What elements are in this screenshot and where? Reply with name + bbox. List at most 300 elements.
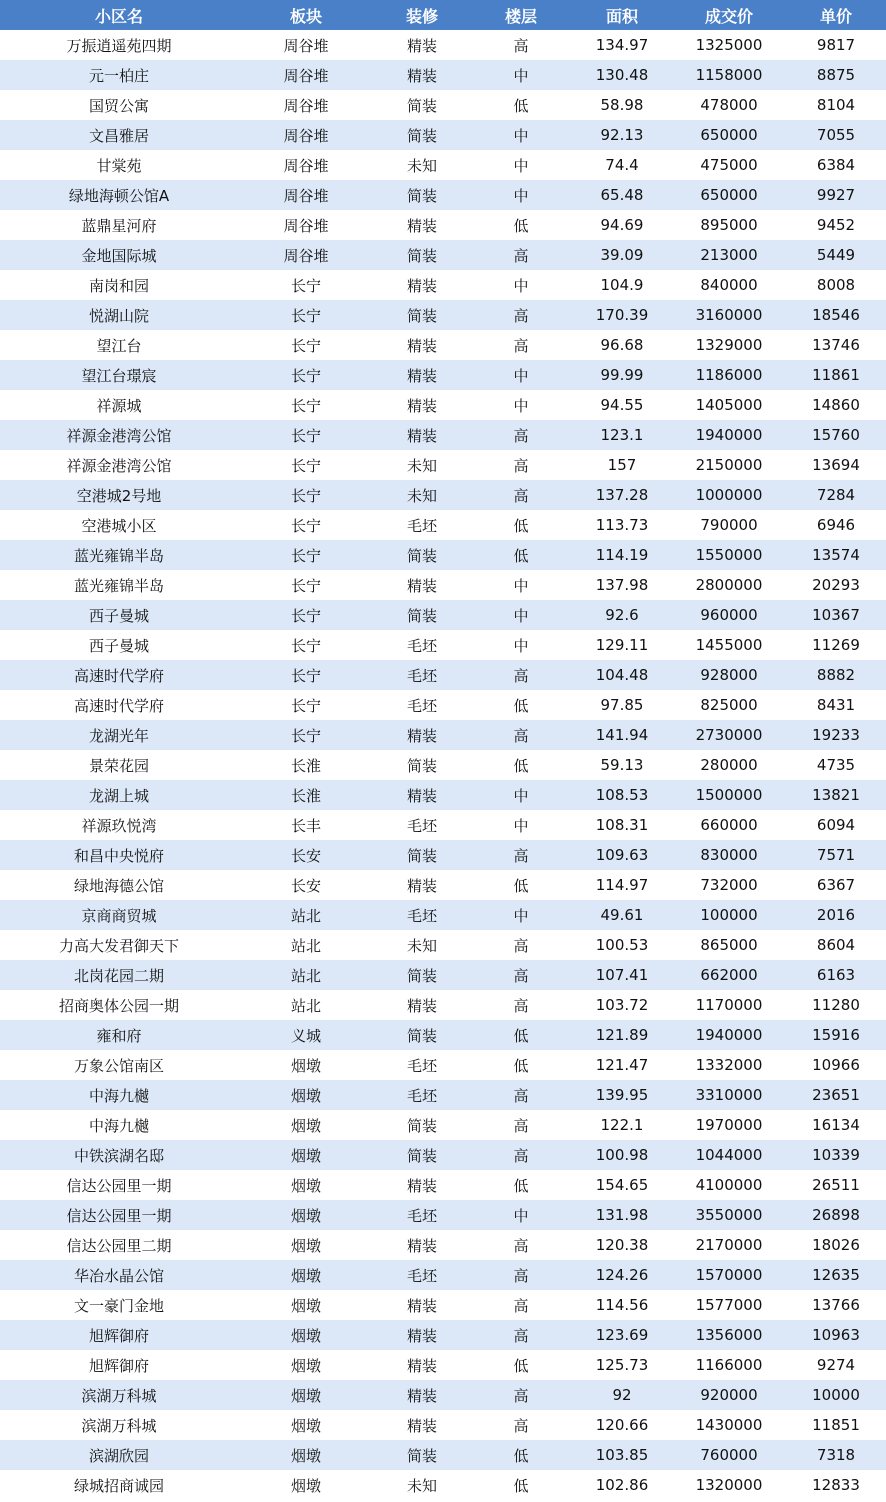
cell-district: 义城 [290,1026,321,1045]
table-row [0,450,886,480]
cell-unit-price: 11269 [812,636,860,654]
cell-deal-price: 1500000 [695,786,763,804]
table-row [0,1200,886,1230]
cell-decoration: 简装 [406,546,437,565]
cell-unit-price: 10966 [812,1056,860,1074]
header-community-name: 小区名 [94,6,143,26]
cell-decoration: 精装 [406,1176,437,1195]
cell-area: 139.95 [595,1086,649,1104]
cell-district: 周谷堆 [283,186,329,205]
table-row [0,870,886,900]
cell-unit-price: 10367 [812,606,860,624]
cell-area: 170.39 [595,306,649,324]
cell-deal-price: 865000 [700,936,758,954]
cell-community-name: 万振逍遥苑四期 [66,36,172,55]
table-row [0,120,886,150]
cell-floor: 中 [513,66,529,85]
cell-area: 102.86 [595,1476,649,1494]
cell-deal-price: 3550000 [695,1206,763,1224]
cell-community-name: 祥源城 [96,396,142,415]
cell-community-name: 祥源金港湾公馆 [66,426,172,445]
table-row [0,750,886,780]
cell-decoration: 简装 [406,96,437,115]
cell-deal-price: 1325000 [695,36,763,54]
cell-floor: 中 [513,606,529,625]
cell-decoration: 简装 [406,606,437,625]
table-row [0,420,886,450]
table-row [0,1170,886,1200]
cell-community-name: 西子曼城 [88,606,149,625]
cell-floor: 高 [513,996,529,1015]
cell-floor: 高 [513,1416,529,1435]
cell-unit-price: 16134 [812,1116,860,1134]
cell-decoration: 简装 [406,1116,437,1135]
cell-community-name: 望江台璟宸 [81,366,157,385]
cell-deal-price: 1044000 [695,1146,763,1164]
cell-area: 137.98 [595,576,649,594]
cell-district: 长宁 [290,666,321,685]
cell-unit-price: 26511 [812,1176,860,1194]
cell-decoration: 精装 [406,996,437,1015]
cell-area: 104.9 [600,276,644,294]
cell-decoration: 精装 [406,1296,437,1315]
cell-district: 烟墩 [290,1446,321,1465]
cell-unit-price: 5449 [816,246,856,264]
cell-district: 周谷堆 [283,66,329,85]
cell-decoration: 精装 [406,396,437,415]
cell-floor: 高 [513,666,529,685]
cell-community-name: 国贸公寓 [88,96,149,115]
cell-district: 周谷堆 [283,96,329,115]
cell-community-name: 中铁滨湖名邸 [73,1146,164,1165]
cell-community-name: 金地国际城 [81,246,157,265]
cell-area: 100.98 [595,1146,649,1164]
cell-community-name: 万象公馆南区 [73,1056,164,1075]
cell-area: 92.6 [605,606,639,624]
cell-district: 烟墩 [290,1146,321,1165]
cell-community-name: 力高大发君御天下 [58,936,179,955]
cell-community-name: 滨湖欣园 [88,1446,149,1465]
cell-decoration: 未知 [406,1476,437,1495]
header-unit-price: 单价 [819,6,852,26]
table-row [0,90,886,120]
cell-area: 121.89 [595,1026,649,1044]
cell-district: 长淮 [290,756,321,775]
cell-unit-price: 11280 [812,996,860,1014]
cell-community-name: 文昌雅居 [88,126,149,145]
cell-district: 烟墩 [290,1116,321,1135]
table-row [0,1410,886,1440]
cell-decoration: 毛坯 [406,1206,437,1225]
cell-unit-price: 18026 [812,1236,860,1254]
cell-unit-price: 11861 [812,366,860,384]
cell-deal-price: 1550000 [695,546,763,564]
cell-community-name: 甘棠苑 [96,156,142,175]
cell-area: 39.09 [600,246,644,264]
cell-area: 123.1 [600,426,644,444]
cell-area: 114.19 [595,546,649,564]
cell-unit-price: 12635 [812,1266,860,1284]
cell-floor: 高 [513,1386,529,1405]
cell-community-name: 悦湖山院 [88,306,149,325]
cell-decoration: 毛坯 [406,816,437,835]
cell-unit-price: 9452 [816,216,856,234]
table-row [0,60,886,90]
cell-unit-price: 19233 [812,726,860,744]
cell-floor: 高 [513,1296,529,1315]
cell-district: 长宁 [290,276,321,295]
cell-area: 65.48 [600,186,644,204]
cell-decoration: 毛坯 [406,1056,437,1075]
cell-deal-price: 825000 [700,696,758,714]
table-row [0,960,886,990]
cell-district: 长宁 [290,486,321,505]
table-row [0,1230,886,1260]
cell-district: 长宁 [290,696,321,715]
cell-area: 97.85 [600,696,644,714]
cell-deal-price: 1577000 [695,1296,763,1314]
cell-community-name: 旭辉御府 [88,1326,149,1345]
cell-unit-price: 10000 [812,1386,860,1404]
cell-community-name: 空港城2号地 [76,486,162,505]
table-row [0,1350,886,1380]
table-row [0,210,886,240]
cell-unit-price: 4735 [816,756,856,774]
cell-decoration: 简装 [406,186,437,205]
cell-unit-price: 12833 [812,1476,860,1494]
cell-area: 92 [612,1386,632,1404]
cell-community-name: 文一豪门金地 [73,1296,164,1315]
header-deal-price: 成交价 [704,6,753,26]
cell-deal-price: 960000 [700,606,758,624]
cell-community-name: 高速时代学府 [73,666,164,685]
table-row [0,600,886,630]
cell-unit-price: 15916 [812,1026,860,1044]
cell-district: 烟墩 [290,1326,321,1345]
cell-floor: 中 [513,156,529,175]
cell-district: 站北 [290,966,321,985]
cell-floor: 低 [513,1026,529,1045]
cell-deal-price: 1405000 [695,396,763,414]
table-row [0,1050,886,1080]
cell-unit-price: 13574 [812,546,860,564]
cell-decoration: 未知 [406,936,437,955]
cell-area: 137.28 [595,486,649,504]
cell-community-name: 滨湖万科城 [81,1416,157,1435]
cell-district: 烟墩 [290,1416,321,1435]
cell-deal-price: 2150000 [695,456,763,474]
cell-district: 周谷堆 [283,156,329,175]
cell-floor: 中 [513,576,529,595]
cell-decoration: 精装 [406,1326,437,1345]
cell-floor: 中 [513,396,529,415]
cell-community-name: 信达公园里一期 [66,1206,172,1225]
cell-decoration: 毛坯 [406,636,437,655]
cell-decoration: 精装 [406,36,437,55]
cell-unit-price: 13694 [812,456,860,474]
cell-area: 121.47 [595,1056,649,1074]
cell-district: 烟墩 [290,1386,321,1405]
cell-deal-price: 280000 [700,756,758,774]
cell-floor: 中 [513,276,529,295]
cell-area: 108.53 [595,786,649,804]
cell-unit-price: 7055 [816,126,856,144]
table-row [0,780,886,810]
header-area: 面积 [605,6,638,26]
cell-floor: 中 [513,816,529,835]
cell-deal-price: 2170000 [695,1236,763,1254]
cell-unit-price: 6946 [816,516,856,534]
cell-district: 长淮 [290,786,321,805]
cell-district: 长宁 [290,426,321,445]
cell-floor: 中 [513,636,529,655]
cell-floor: 高 [513,1266,529,1285]
cell-floor: 低 [513,546,529,565]
cell-area: 114.56 [595,1296,649,1314]
cell-unit-price: 8104 [816,96,856,114]
cell-floor: 低 [513,1476,529,1495]
cell-community-name: 滨湖万科城 [81,1386,157,1405]
cell-community-name: 祥源玖悦湾 [81,816,157,835]
cell-unit-price: 8875 [816,66,856,84]
cell-floor: 中 [513,786,529,805]
cell-unit-price: 6163 [816,966,856,984]
cell-deal-price: 928000 [700,666,758,684]
cell-unit-price: 11851 [812,1416,860,1434]
table-row [0,570,886,600]
cell-unit-price: 6384 [816,156,856,174]
cell-floor: 高 [513,456,529,475]
cell-district: 站北 [290,906,321,925]
cell-decoration: 精装 [406,426,437,445]
cell-floor: 高 [513,846,529,865]
cell-floor: 中 [513,366,529,385]
table-row [0,510,886,540]
cell-floor: 低 [513,516,529,535]
cell-deal-price: 3310000 [695,1086,763,1104]
cell-district: 长宁 [290,396,321,415]
cell-community-name: 信达公园里一期 [66,1176,172,1195]
cell-decoration: 毛坯 [406,906,437,925]
table-row [0,930,886,960]
cell-decoration: 精装 [406,216,437,235]
cell-community-name: 空港城小区 [81,516,157,535]
cell-decoration: 简装 [406,126,437,145]
cell-district: 烟墩 [290,1176,321,1195]
cell-deal-price: 1940000 [695,426,763,444]
cell-area: 49.61 [600,906,644,924]
cell-decoration: 毛坯 [406,516,437,535]
cell-deal-price: 1332000 [695,1056,763,1074]
cell-floor: 中 [513,906,529,925]
cell-community-name: 景荣花园 [88,756,149,775]
cell-floor: 低 [513,876,529,895]
cell-decoration: 未知 [406,486,437,505]
cell-decoration: 未知 [406,456,437,475]
cell-area: 92.13 [600,126,644,144]
cell-deal-price: 1455000 [695,636,763,654]
table-row [0,330,886,360]
cell-decoration: 精装 [406,1236,437,1255]
cell-decoration: 毛坯 [406,666,437,685]
cell-district: 周谷堆 [283,126,329,145]
cell-community-name: 祥源金港湾公馆 [66,456,172,475]
cell-decoration: 简装 [406,306,437,325]
cell-deal-price: 1430000 [695,1416,763,1434]
cell-community-name: 望江台 [96,336,142,355]
table-row [0,1080,886,1110]
table-row [0,480,886,510]
cell-area: 122.1 [600,1116,644,1134]
table-row [0,1020,886,1050]
cell-floor: 低 [513,756,529,775]
cell-floor: 高 [513,1116,529,1135]
table-row [0,990,886,1020]
cell-decoration: 精装 [406,366,437,385]
table-row [0,180,886,210]
cell-unit-price: 2016 [816,906,856,924]
cell-community-name: 蓝光雍锦半岛 [73,576,164,595]
cell-community-name: 南岗和园 [88,276,149,295]
cell-deal-price: 1970000 [695,1116,763,1134]
table-row [0,720,886,750]
table-row [0,360,886,390]
cell-deal-price: 478000 [700,96,758,114]
header-decoration: 装修 [405,6,438,26]
cell-decoration: 精装 [406,336,437,355]
cell-district: 长安 [290,846,321,865]
cell-floor: 低 [513,96,529,115]
table-row [0,150,886,180]
table-row [0,540,886,570]
cell-area: 134.97 [595,36,649,54]
cell-unit-price: 9817 [816,36,856,54]
cell-community-name: 中海九樾 [88,1116,149,1135]
cell-district: 烟墩 [290,1356,321,1375]
cell-unit-price: 20293 [812,576,860,594]
cell-community-name: 龙湖光年 [88,726,149,745]
cell-community-name: 蓝鼎星河府 [81,216,157,235]
cell-district: 长安 [290,876,321,895]
cell-decoration: 精装 [406,66,437,85]
cell-floor: 高 [513,1086,529,1105]
cell-area: 120.38 [595,1236,649,1254]
table-row [0,1380,886,1410]
cell-floor: 低 [513,216,529,235]
cell-area: 96.68 [600,336,644,354]
cell-unit-price: 13821 [812,786,860,804]
cell-district: 长宁 [290,606,321,625]
cell-floor: 高 [513,966,529,985]
cell-decoration: 简装 [406,756,437,775]
cell-deal-price: 790000 [700,516,758,534]
cell-deal-price: 213000 [700,246,758,264]
table-row [0,900,886,930]
cell-unit-price: 10339 [812,1146,860,1164]
cell-unit-price: 7571 [816,846,856,864]
cell-unit-price: 7284 [816,486,856,504]
cell-decoration: 精装 [406,1386,437,1405]
cell-area: 129.11 [595,636,649,654]
cell-area: 124.26 [595,1266,649,1284]
cell-deal-price: 2800000 [695,576,763,594]
cell-unit-price: 8431 [816,696,856,714]
cell-decoration: 精装 [406,1416,437,1435]
cell-area: 58.98 [600,96,644,114]
table-row [0,1320,886,1350]
cell-deal-price: 100000 [700,906,758,924]
cell-unit-price: 26898 [812,1206,860,1224]
cell-area: 154.65 [595,1176,649,1194]
cell-district: 长宁 [290,516,321,535]
cell-district: 烟墩 [290,1086,321,1105]
cell-community-name: 西子曼城 [88,636,149,655]
cell-floor: 中 [513,1206,529,1225]
cell-decoration: 简装 [406,246,437,265]
table-row [0,840,886,870]
cell-district: 烟墩 [290,1266,321,1285]
cell-decoration: 简装 [406,1026,437,1045]
cell-deal-price: 1170000 [695,996,763,1014]
cell-district: 烟墩 [290,1296,321,1315]
header-district: 板块 [289,6,322,26]
cell-district: 长宁 [290,336,321,355]
table-row [0,690,886,720]
cell-area: 74.4 [605,156,639,174]
cell-decoration: 毛坯 [406,1266,437,1285]
cell-unit-price: 15760 [812,426,860,444]
cell-district: 长宁 [290,636,321,655]
cell-deal-price: 895000 [700,216,758,234]
cell-area: 108.31 [595,816,649,834]
cell-district: 周谷堆 [283,216,329,235]
cell-deal-price: 1158000 [695,66,763,84]
cell-area: 120.66 [595,1416,649,1434]
table-row [0,1290,886,1320]
cell-deal-price: 2730000 [695,726,763,744]
cell-community-name: 信达公园里二期 [66,1236,172,1255]
cell-unit-price: 6367 [816,876,856,894]
table-row [0,1140,886,1170]
cell-area: 109.63 [595,846,649,864]
cell-community-name: 华冶水晶公馆 [73,1266,164,1285]
cell-deal-price: 475000 [700,156,758,174]
table-row [0,1260,886,1290]
cell-decoration: 精装 [406,726,437,745]
cell-unit-price: 10963 [812,1326,860,1344]
table-header-row [0,0,886,30]
cell-deal-price: 1320000 [695,1476,763,1494]
cell-community-name: 绿地海德公馆 [73,876,164,895]
cell-unit-price: 8604 [816,936,856,954]
cell-deal-price: 1940000 [695,1026,763,1044]
cell-area: 114.97 [595,876,649,894]
cell-floor: 低 [513,1176,529,1195]
cell-area: 113.73 [595,516,649,534]
cell-floor: 低 [513,696,529,715]
cell-decoration: 未知 [406,156,437,175]
table-row [0,300,886,330]
table-row [0,1470,886,1500]
cell-community-name: 龙湖上城 [88,786,149,805]
cell-floor: 低 [513,1356,529,1375]
cell-area: 131.98 [595,1206,649,1224]
cell-unit-price: 9274 [816,1356,856,1374]
cell-community-name: 雍和府 [96,1026,142,1045]
cell-area: 94.69 [600,216,644,234]
cell-area: 130.48 [595,66,649,84]
cell-district: 长宁 [290,366,321,385]
